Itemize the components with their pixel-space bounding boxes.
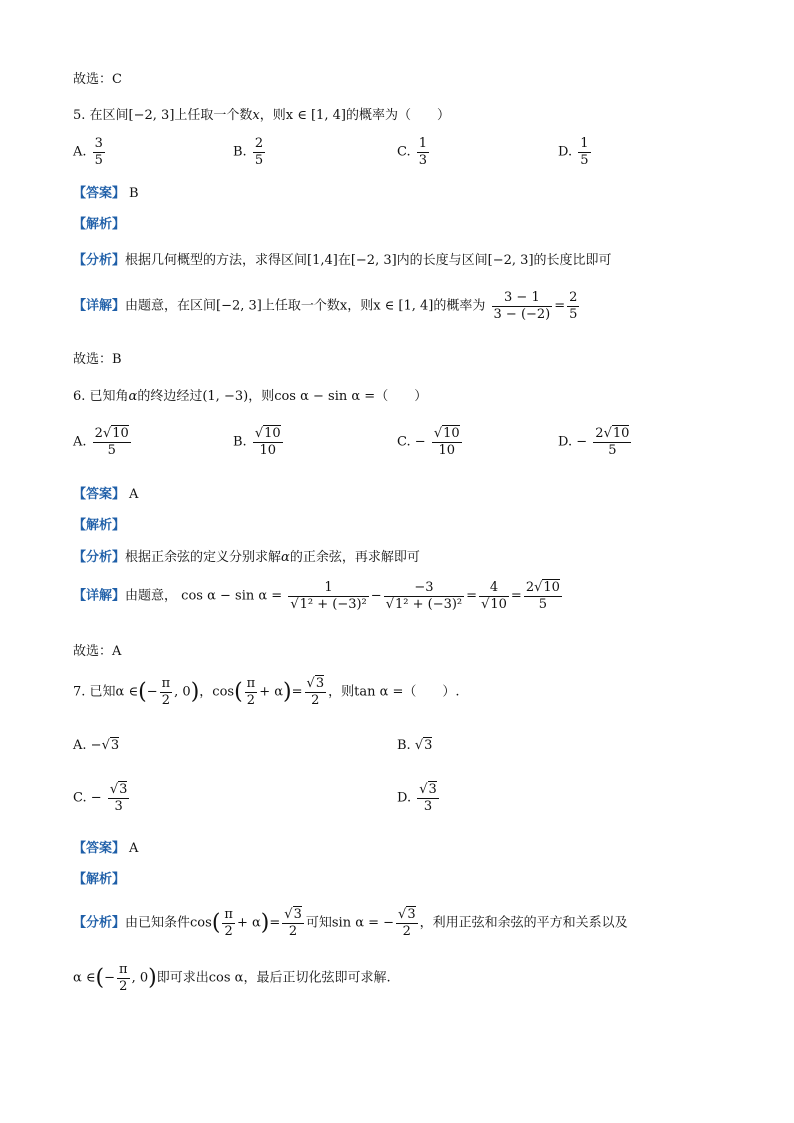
numerator: π (119, 962, 128, 977)
analysis-tag: 【解析】 (73, 217, 126, 232)
option-letter: A. (73, 434, 87, 450)
fenxi-a: 根据正余弦的定义分别求解 (125, 550, 282, 565)
q6-option-d[interactable] (558, 426, 633, 458)
option-letter: B. (233, 434, 247, 450)
equals: = (554, 298, 566, 314)
q6-expr: cos α − sin α = (274, 389, 376, 404)
q6-stem-a: 6. 已知角 (73, 389, 129, 404)
numerator: √10 (254, 426, 281, 441)
answer-tag: 【答案】 (73, 186, 126, 201)
answer-tag: 【答案】 (73, 841, 126, 856)
radicand: 3 (424, 738, 433, 753)
fenxi-b: 的正余弦，再求解即可 (289, 550, 420, 565)
xiangjie-a: 由题意， (125, 588, 178, 604)
q7-option-c[interactable] (73, 782, 131, 814)
comma: ， (199, 684, 213, 700)
alpha: α (281, 550, 290, 565)
fraction-2 (384, 580, 464, 612)
fraction-pi-2 (160, 676, 173, 708)
right-paren: ) (283, 679, 292, 705)
line2-b: 即可求出 (156, 970, 209, 986)
denominator: 3 (418, 152, 428, 168)
q5-stem-d: 的概率为（ ） (345, 108, 450, 123)
numerator: π (161, 676, 171, 691)
fraction-pi-2 (245, 676, 258, 708)
numerator: 2√10 (595, 426, 630, 441)
fraction (432, 426, 462, 458)
q7-option-a[interactable]: A. −√3 (73, 738, 120, 753)
q7-option-b[interactable]: B. √3 (397, 738, 433, 753)
fraction (108, 782, 130, 814)
q5-stem-c: ，则 (259, 108, 286, 123)
denominator: 2 (224, 923, 233, 939)
line2-a: α ∈ (73, 970, 96, 986)
fraction (93, 136, 105, 168)
numerator: 1 (288, 580, 368, 597)
tan: tan α = (354, 684, 404, 700)
option-letter: D. (558, 144, 573, 160)
option-letter: C. (397, 144, 411, 160)
radicand: 3 (119, 782, 128, 797)
numerator: √3 (306, 676, 325, 691)
answer-tag: 【答案】 (73, 487, 126, 502)
fraction-sqrt3-2 (396, 907, 418, 939)
q7-fenxi-line2: α ∈(− $\frac{\pi}{2}$ , 0)即可求出cos α，最后正切化弦即可求解. (73, 962, 391, 994)
denominator: √1² + (−3)² (385, 596, 463, 612)
numerator: 2√10 (94, 426, 129, 441)
q6-stem-c: ，则 (248, 389, 275, 404)
q6-option-a[interactable] (73, 426, 133, 458)
fraction-sqrt3-2 (305, 676, 327, 708)
numerator: 3 − 1 (492, 290, 553, 307)
radicand: 10 (543, 580, 560, 595)
radicand: 1² + (−3)² (299, 596, 367, 612)
radicand: 3 (428, 782, 437, 797)
numerator: √3 (419, 782, 437, 797)
coef: 2 (595, 426, 604, 441)
q5-stem-a: 5. 在区间 (73, 108, 129, 123)
conclusion-c: 故选：C (73, 72, 122, 87)
fenxi-a: 由已知条件 (125, 915, 191, 931)
xiangjie-a: 由题意，在区间[−2, 3]上任取一个数 (125, 298, 340, 314)
coef: 2 (94, 426, 103, 441)
equals: = (291, 684, 303, 700)
denominator: 5 (608, 442, 617, 458)
sin-expr: sin α = − (331, 915, 395, 931)
fenxi-tag: 【分析】 (73, 915, 126, 931)
option-letter: A. (73, 144, 87, 160)
option-letter: B. (397, 738, 411, 753)
q5-answer (73, 182, 139, 201)
denominator: 2 (402, 923, 411, 939)
radicand: 10 (264, 426, 281, 441)
q6-alpha: α (128, 389, 138, 404)
radicand: 10 (490, 596, 507, 612)
numerator: π (246, 676, 256, 691)
radicand: 3 (315, 676, 325, 691)
right-paren: ) (148, 965, 157, 991)
option-letter: D. (397, 790, 412, 806)
option-letter: C. (397, 434, 411, 450)
option-letter: B. (233, 144, 247, 160)
denominator: √1² + (−3)² (290, 596, 367, 612)
fraction (417, 782, 439, 814)
q5-x: x (252, 108, 260, 123)
q6-conclusion: 故选：A (73, 644, 122, 659)
fraction-pi-2 (222, 907, 235, 939)
q7-option-d[interactable] (397, 782, 441, 814)
numerator: √3 (284, 907, 302, 922)
fraction-3 (479, 580, 509, 612)
fraction (417, 136, 429, 168)
numerator: 2 (569, 290, 578, 305)
radicand: 10 (112, 426, 129, 441)
q6-fenxi (73, 546, 420, 565)
zero: , 0 (174, 684, 191, 700)
numerator: √3 (398, 907, 416, 922)
left-paren: ( (138, 679, 147, 705)
xj-expr: cos α − sin α = (181, 588, 283, 604)
coef: 2 (525, 580, 535, 595)
q7-stem-c: （ ）. (403, 684, 460, 700)
denominator: 5 (94, 152, 103, 168)
q5-conclusion: 故选：B (73, 352, 122, 367)
q7-stem: 7. 已知α ∈(− $\frac{\pi}{2}$ , 0)，cos( $\frac{\pi}{2}$ + α)= $\frac{√3}{2}$ ，则tan α =（ ）. (73, 676, 460, 708)
q5-analysis-heading (73, 213, 125, 232)
numerator: 4 (479, 580, 509, 597)
q5-stem (73, 104, 450, 123)
answer-value: A (129, 841, 139, 856)
q7-stem-b: ，则 (328, 684, 355, 700)
numerator: √10 (433, 426, 460, 441)
denominator: 5 (254, 152, 264, 168)
denominator: 3 (114, 798, 123, 814)
right-paren: ) (190, 679, 200, 705)
analysis-tag: 【解析】 (73, 518, 126, 533)
radicand: 10 (443, 426, 460, 441)
left-paren: ( (234, 679, 243, 705)
q7-analysis-heading (73, 868, 125, 887)
zero: , 0 (131, 970, 149, 986)
right-paren: ) (260, 910, 270, 936)
plus-alpha: + α (259, 684, 284, 700)
denominator: 2 (119, 978, 128, 994)
denominator: 5 (569, 306, 578, 322)
radicand: 10 (612, 426, 630, 441)
numerator: 1 (418, 136, 428, 151)
fraction-4 (524, 580, 562, 612)
denominator: 3 − (−2) (493, 306, 551, 322)
fraction (593, 426, 631, 458)
denominator: √10 (481, 596, 507, 612)
q5-fenxi (73, 249, 612, 268)
denominator: 2 (246, 692, 256, 708)
xiangjie-b: x，则 (339, 298, 374, 314)
minus: − (370, 588, 382, 604)
answer-value: B (129, 186, 139, 201)
fenxi-c: ，利用正弦和余弦的平方和关系以及 (419, 915, 628, 931)
denominator: 10 (438, 442, 455, 458)
q6-analysis-heading (73, 514, 125, 533)
numerator: 2 (254, 136, 264, 151)
fraction-sqrt3-2 (282, 907, 304, 939)
q6-option-b[interactable] (233, 426, 285, 458)
xiangjie-c: x ∈ [1, 4]的概率为 (373, 298, 486, 314)
q6-answer (73, 483, 138, 502)
q7-fenxi (73, 907, 628, 939)
q5-interval: [−2, 3] (128, 108, 175, 123)
equals: = (269, 915, 281, 931)
xiangjie-tag: 【详解】 (73, 588, 126, 604)
radicand: 3 (110, 738, 120, 753)
option-letter: D. (558, 434, 573, 450)
fenxi-tag: 【分析】 (73, 253, 126, 268)
q7-answer (73, 837, 138, 856)
cos: cos (212, 684, 235, 700)
q6-xiangjie: 【详解】由题意， cos α − sin α = $\frac{1}{\text{√1² + (−3)²}}$ − $\frac{-3}{\text{√1² + (−3)²}}$ = $\frac{4}{√10}$ = $\frac{2√10}{5}$ (73, 580, 560, 612)
denominator: 5 (107, 442, 116, 458)
fenxi-b: 可知 (305, 915, 332, 931)
numerator: 3 (94, 136, 103, 151)
q5-option-d[interactable] (558, 136, 593, 168)
option-letter: A. (73, 738, 87, 753)
radicand: 3 (407, 907, 416, 922)
fenxi-text: 根据几何概型的方法，求得区间[1,4]在[−2, 3]内的长度与区间[−2, 3]的长度比即可 (125, 253, 612, 268)
q5-cond: x ∈ [1, 4] (285, 108, 346, 123)
q5-stem-b: 上任取一个数 (174, 108, 253, 123)
sign: − (90, 738, 102, 753)
sign: − (90, 790, 102, 806)
q6-stem-d: （ ） (375, 389, 428, 404)
fraction-pi-2 (117, 962, 130, 994)
denominator: 2 (288, 923, 298, 939)
radicand: 3 (293, 907, 302, 922)
numerator: √3 (109, 782, 128, 797)
analysis-tag: 【解析】 (73, 872, 126, 887)
radicand: 1² + (−3)² (394, 596, 463, 612)
line2-c: ，最后正切化弦即可求解. (243, 970, 391, 986)
answer-value: A (129, 487, 139, 502)
fraction-1 (288, 580, 368, 612)
sign: − (576, 434, 588, 450)
q7-stem-a: 7. 已知 (73, 684, 116, 700)
fraction-1 (492, 290, 553, 322)
numerator: −3 (384, 580, 464, 597)
denominator: 5 (580, 152, 589, 168)
q5-xiangjie (73, 290, 581, 322)
xiangjie-tag: 【详解】 (73, 298, 126, 314)
numerator: π (224, 907, 233, 922)
q6-stem (73, 385, 427, 404)
fraction (253, 426, 283, 458)
plus-alpha: + α (236, 915, 261, 931)
fraction (93, 426, 131, 458)
denominator: 3 (423, 798, 433, 814)
line2-cos: cos α (208, 970, 244, 986)
denominator: 2 (161, 692, 170, 708)
q6-stem-b: 的终边经过 (137, 389, 203, 404)
q7-cond1: α ∈ (115, 684, 139, 700)
denominator: 10 (259, 442, 277, 458)
fenxi-tag: 【分析】 (73, 550, 126, 565)
q6-point: (1, −3) (202, 389, 249, 404)
sign: − (414, 434, 426, 450)
left-paren: ( (211, 910, 221, 936)
q5-option-c[interactable] (397, 136, 431, 168)
denominator: 5 (538, 596, 548, 612)
fraction (578, 136, 590, 168)
cos: cos (190, 915, 212, 931)
fraction-2 (567, 290, 579, 322)
q6-option-c[interactable] (397, 426, 464, 458)
fraction (253, 136, 265, 168)
left-paren: ( (95, 965, 105, 991)
numerator: 1 (580, 136, 589, 151)
numerator: 2√10 (525, 580, 560, 595)
q5-option-a[interactable] (73, 136, 107, 168)
denominator: 2 (311, 692, 320, 708)
q5-option-b[interactable] (233, 136, 267, 168)
option-letter: C. (73, 790, 87, 806)
